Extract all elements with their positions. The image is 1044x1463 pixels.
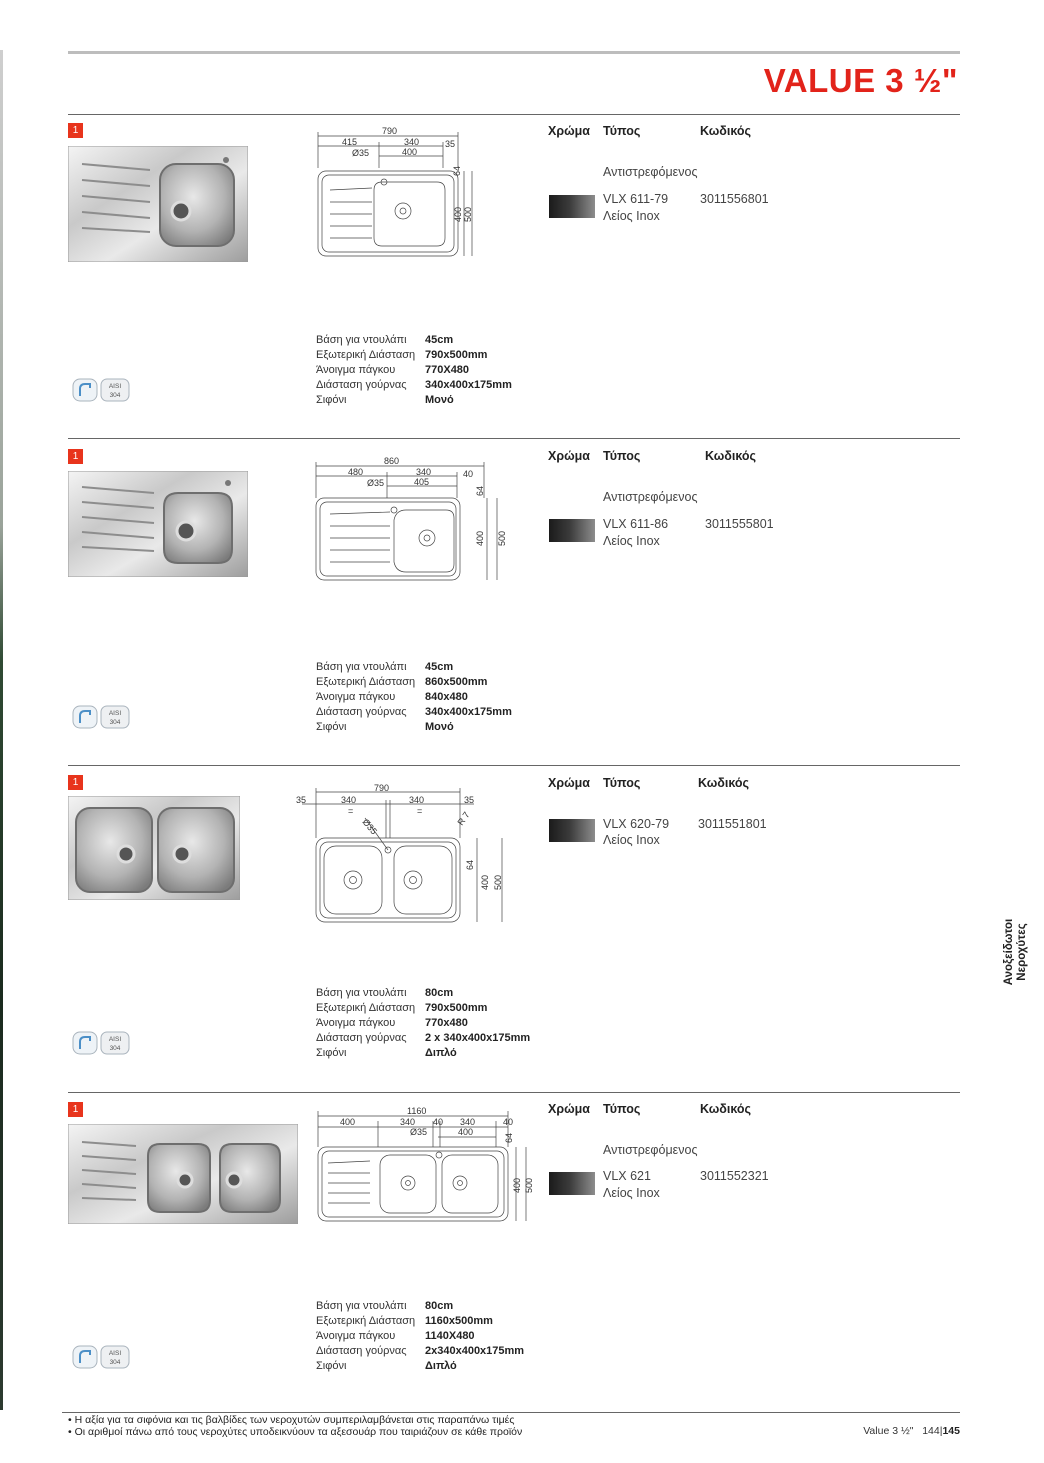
dim-hole: Ø35 — [410, 1127, 428, 1137]
dim-h1: 64 — [465, 859, 475, 870]
spec-label: Άνοιγμα πάγκου — [316, 1330, 396, 1342]
svg-text:304: 304 — [109, 1045, 121, 1052]
dim-h1: 64 — [475, 485, 485, 496]
spec-value: 80cm — [425, 987, 454, 999]
dim-h1: 64 — [504, 1132, 514, 1143]
type-note: Αντιστρεφόμενος — [603, 1143, 698, 1157]
dim-h3: 500 — [524, 1177, 534, 1193]
spec-value: 790x500mm — [425, 1002, 488, 1014]
faucet-aisi-icon — [72, 376, 132, 404]
finish: Λείος Inox — [603, 1186, 660, 1200]
faucet-aisi-icon — [72, 703, 132, 731]
page-footer — [863, 1425, 960, 1437]
dim-a: 480 — [348, 467, 364, 477]
spec-value: 45cm — [425, 661, 454, 673]
page-number: 145 — [942, 1425, 960, 1437]
product-code: 3011551801 — [698, 817, 767, 831]
spec-value: Διπλό — [425, 1047, 457, 1059]
dim-c: 35 — [445, 139, 456, 149]
spec-label: Βάση για ντουλάπι — [316, 987, 407, 999]
finish: Λείος Inox — [603, 833, 660, 847]
edge-strip — [0, 50, 3, 1410]
dim-a: 35 — [296, 795, 307, 805]
dim-d: 405 — [414, 477, 430, 487]
spec-label: Βάση για ντουλάπι — [316, 1300, 407, 1312]
model: VLX 611-86 — [603, 517, 669, 531]
finish: Λείος Inox — [603, 534, 660, 548]
dim-h2: 400 — [453, 206, 463, 222]
dim-b: 340 — [400, 1117, 416, 1127]
spec-value: 45cm — [425, 334, 454, 346]
spec-value: 340x400x175mm — [425, 379, 512, 391]
spec-label: Διάσταση γούρνας — [316, 1032, 407, 1044]
spec-label: Βάση για ντουλάπι — [316, 661, 407, 673]
footer-series: Value 3 ½" — [863, 1425, 914, 1437]
dim-hole: Ø35 — [360, 816, 380, 837]
spec-value: Μονό — [425, 721, 454, 733]
svg-text:AISI: AISI — [108, 383, 122, 390]
dim-b: 340 — [416, 467, 432, 477]
footnote: • Οι αριθμοί πάνω από τους νεροχύτες υποδεικνύουν τα αξεσουάρ που ταιριάζουν σε κάθε προϊόν — [68, 1426, 523, 1438]
dim-h3: 500 — [497, 530, 507, 546]
finish: Λείος Inox — [603, 209, 660, 223]
col-header-type: Τύπος — [603, 449, 641, 463]
dim-eq: = — [417, 806, 423, 816]
product-code: 3011552321 — [700, 1169, 769, 1183]
footer-rule — [62, 1412, 960, 1413]
spec-value: 340x400x175mm — [425, 706, 512, 718]
type-note: Αντιστρεφόμενος — [603, 165, 698, 179]
spec-value: 1140X480 — [425, 1330, 475, 1342]
dimension-drawing — [292, 780, 512, 930]
footer-page-left: 144 — [922, 1425, 940, 1437]
dim-total: 790 — [382, 126, 398, 136]
sink-photo — [68, 796, 240, 900]
col-header-color: Χρώμα — [548, 776, 590, 790]
side-category-label — [1003, 912, 1029, 992]
dim-h2: 400 — [475, 530, 485, 546]
dim-h2: 400 — [512, 1177, 522, 1193]
dim-h3: 500 — [493, 874, 503, 890]
dim-c: 40 — [463, 469, 474, 479]
col-header-code: Κωδικός — [698, 776, 750, 790]
dim-e: 40 — [503, 1117, 514, 1127]
dim-a: 415 — [342, 137, 358, 147]
dim-total: 860 — [384, 456, 400, 466]
dim-d: 400 — [402, 147, 418, 157]
dim-h3: 500 — [463, 206, 473, 222]
spec-value: 80cm — [425, 1300, 454, 1312]
accessory-badge: 1 — [68, 449, 83, 464]
col-header-type: Τύπος — [603, 776, 641, 790]
section-rule — [68, 1092, 960, 1093]
svg-text:AISI: AISI — [108, 1036, 122, 1043]
dim-d: 35 — [464, 795, 475, 805]
dim-b: 340 — [341, 795, 357, 805]
type-note: Αντιστρεφόμενος — [603, 490, 698, 504]
spec-label: Σιφόνι — [316, 1047, 347, 1059]
spec-value: 1160x500mm — [425, 1315, 493, 1327]
spec-label: Άνοιγμα πάγκου — [316, 364, 396, 376]
col-header-code: Κωδικός — [700, 1102, 752, 1116]
col-header-color: Χρώμα — [548, 124, 590, 138]
color-swatch — [549, 519, 595, 542]
spec-label: Άνοιγμα πάγκου — [316, 691, 396, 703]
spec-label: Άνοιγμα πάγκου — [316, 1017, 396, 1029]
dim-eq: = — [348, 806, 354, 816]
faucet-aisi-icon — [72, 1029, 132, 1057]
section-rule — [68, 114, 960, 115]
dim-total: 1160 — [407, 1106, 427, 1116]
dim-b: 340 — [404, 137, 420, 147]
dim-f: 400 — [458, 1127, 474, 1137]
model: VLX 621 — [603, 1169, 651, 1183]
footnote: • Η αξία για τα σιφόνια και τις βαλβίδες των νεροχυτών συμπεριλαμβάνεται στις παραπάνω τιμές — [68, 1414, 515, 1426]
color-swatch — [549, 195, 595, 218]
col-header-color: Χρώμα — [548, 1102, 590, 1116]
dim-hole: Ø35 — [352, 148, 370, 158]
col-header-type: Τύπος — [603, 1102, 641, 1116]
col-header-code: Κωδικός — [705, 449, 757, 463]
svg-text:AISI: AISI — [108, 710, 122, 717]
color-swatch — [549, 819, 595, 842]
spec-value: 860x500mm — [425, 676, 488, 688]
spec-label: Σιφόνι — [316, 1360, 347, 1372]
svg-text:AISI: AISI — [108, 1350, 122, 1357]
svg-text:304: 304 — [109, 719, 121, 726]
col-header-type: Τύπος — [603, 124, 641, 138]
product-code: 3011555801 — [705, 517, 774, 531]
dim-c: 40 — [433, 1117, 444, 1127]
spec-label: Εξωτερική Διάσταση — [316, 1315, 416, 1327]
col-header-code: Κωδικός — [700, 124, 752, 138]
accessory-badge: 1 — [68, 1102, 83, 1117]
spec-label: Σιφόνι — [316, 721, 347, 733]
spec-value: 770X480 — [425, 364, 470, 376]
dim-h1: 64 — [452, 165, 462, 176]
spec-label: Εξωτερική Διάσταση — [316, 1002, 416, 1014]
dim-r: R 7 — [455, 809, 472, 828]
dimension-drawing — [312, 452, 512, 587]
spec-value: 770x480 — [425, 1017, 468, 1029]
spec-label: Βάση για ντουλάπι — [316, 334, 407, 346]
spec-label: Διάσταση γούρνας — [316, 1345, 407, 1357]
sink-photo — [68, 1124, 298, 1224]
side-label-line: Ανοξείδωτοι — [1003, 918, 1015, 986]
dimension-drawing — [312, 1103, 542, 1228]
spec-label: Σιφόνι — [316, 394, 347, 406]
spec-label: Εξωτερική Διάσταση — [316, 676, 416, 688]
sink-photo — [68, 471, 248, 577]
spec-label: Διάσταση γούρνας — [316, 706, 407, 718]
dim-c: 340 — [409, 795, 425, 805]
section-rule — [68, 438, 960, 439]
spec-label: Εξωτερική Διάσταση — [316, 349, 416, 361]
dim-d: 340 — [460, 1117, 476, 1127]
col-header-color: Χρώμα — [548, 449, 590, 463]
dim-a: 400 — [340, 1117, 356, 1127]
svg-text:304: 304 — [109, 392, 121, 399]
spec-value: 2x340x400x175mm — [425, 1345, 525, 1357]
product-code: 3011556801 — [700, 192, 769, 206]
spec-value: Διπλό — [425, 1360, 457, 1372]
dim-total: 790 — [374, 783, 390, 793]
accessory-badge: 1 — [68, 123, 83, 138]
footer-separator: | — [939, 1425, 943, 1437]
dim-h2: 400 — [480, 874, 490, 890]
model: VLX 611-79 — [603, 192, 669, 206]
color-swatch — [549, 1172, 595, 1195]
dimension-drawing — [312, 124, 482, 264]
svg-text:304: 304 — [109, 1359, 121, 1366]
side-label-line: Νεροχύτες — [1016, 923, 1028, 981]
accessory-badge: 1 — [68, 775, 83, 790]
sink-photo — [68, 146, 248, 262]
dim-hole: Ø35 — [367, 478, 385, 488]
page-title: VALUE 3 ½" — [763, 62, 958, 99]
faucet-aisi-icon — [72, 1343, 132, 1371]
spec-value: 2 x 340x400x175mm — [425, 1032, 531, 1044]
spec-value: Μονό — [425, 394, 454, 406]
top-rule — [68, 51, 960, 54]
section-rule — [68, 765, 960, 766]
spec-value: 840x480 — [425, 691, 468, 703]
spec-value: 790x500mm — [425, 349, 488, 361]
spec-label: Διάσταση γούρνας — [316, 379, 407, 391]
model: VLX 620-79 — [603, 817, 670, 831]
